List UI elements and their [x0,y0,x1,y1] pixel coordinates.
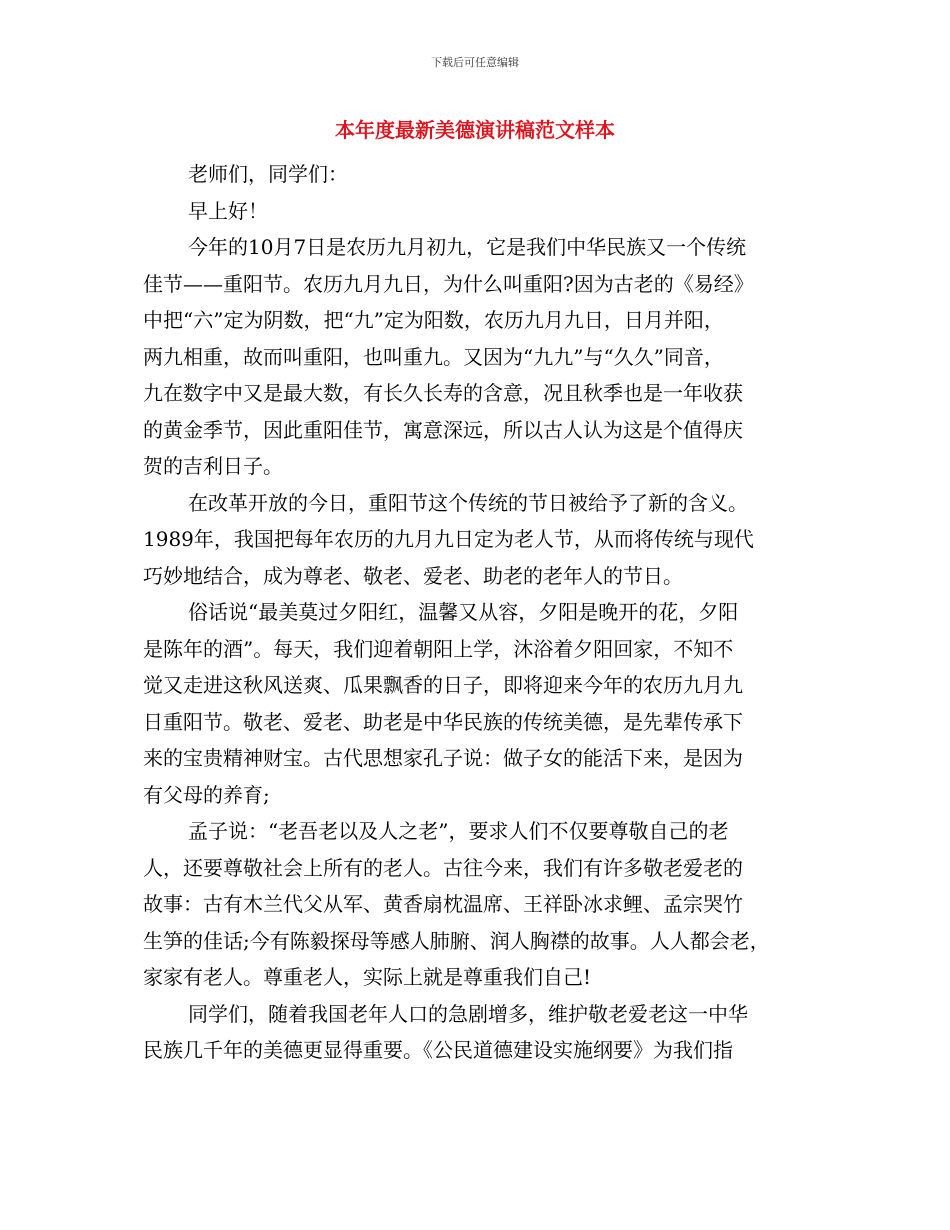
body-line: 生笋的佳话;今有陈毅探母等感人肺腑、润人胸襟的故事。人人都会老， [143,928,770,953]
body-line: 两九相重，故而叫重阳，也叫重九。又因为“九九”与“久久”同音， [143,344,724,369]
document-title: 本年度最新美德演讲稿范文样本 [335,118,615,142]
body-line: 人，还要尊敬社会上所有的老人。古往今来，我们有许多敬老爱老的 [143,855,743,880]
page-header-note: 下载后可任意编辑 [431,56,519,69]
body-line: 贺的吉利日子。 [143,454,283,478]
body-line: 故事：古有木兰代父从军、黄香扇枕温席、王祥卧冰求鲤、孟宗哭竹 [143,892,743,916]
body-line: 民族几千年的美德更显得重要。《公民道德建设实施纲要》为我们指 [143,1038,733,1062]
body-line: 孟子说：“老吾老以及人之老”，要求人们不仅要尊敬自己的老 [188,819,729,843]
body-line: 日重阳节。敬老、爱老、助老是中华民族的传统美德，是先辈传承下 [143,709,743,734]
body-line: 的黄金季节，因此重阳佳节，寓意深远，所以古人认为这是个值得庆 [143,417,743,442]
body-line: 在改革开放的今日，重阳节这个传统的节日被给予了新的含义。 [188,490,748,515]
body-line: 是陈年的酒”。每天，我们迎着朝阳上学，沐浴着夕阳回家，不知不 [143,636,734,661]
body-line: 九在数字中又是最大数，有长久长寿的含意，况且秋季也是一年收获 [143,381,743,405]
body-line: 巧妙地结合，成为尊老、敬老、爱老、助老的老年人的节日。 [143,563,683,588]
body-line: 中把“六”定为阴数，把“九”定为阳数，农历九月九日，日月并阳， [143,308,724,332]
body-line: 早上好！ [188,198,268,223]
body-line: 有父母的养育; [143,782,270,807]
document-body [143,156,807,1069]
body-line: 俗话说“最美莫过夕阳红，温馨又从容，夕阳是晚开的花，夕阳 [188,600,739,624]
body-line: 今年的10月7日是农历九月初九，它是我们中华民族又一个传统 [188,235,747,259]
body-line: 老师们，同学们： [188,162,348,186]
body-line: 来的宝贵精神财宝。古代思想家孔子说：做子女的能活下来，是因为 [143,746,743,770]
body-line: 1989年，我国把每年农历的九月九日定为老人节，从而将传统与现代 [143,527,754,551]
body-line: 同学们，随着我国老年人口的急剧增多，维护敬老爱老这一中华 [188,1001,748,1026]
body-line: 佳节——重阳节。农历九月九日，为什么叫重阳?因为古老的《易经》 [143,271,754,296]
body-line: 觉又走进这秋风送爽、瓜果飘香的日子，即将迎来今年的农历九月九 [143,673,743,697]
body-line: 家家有老人。尊重老人，实际上就是尊重我们自己! [143,965,592,989]
